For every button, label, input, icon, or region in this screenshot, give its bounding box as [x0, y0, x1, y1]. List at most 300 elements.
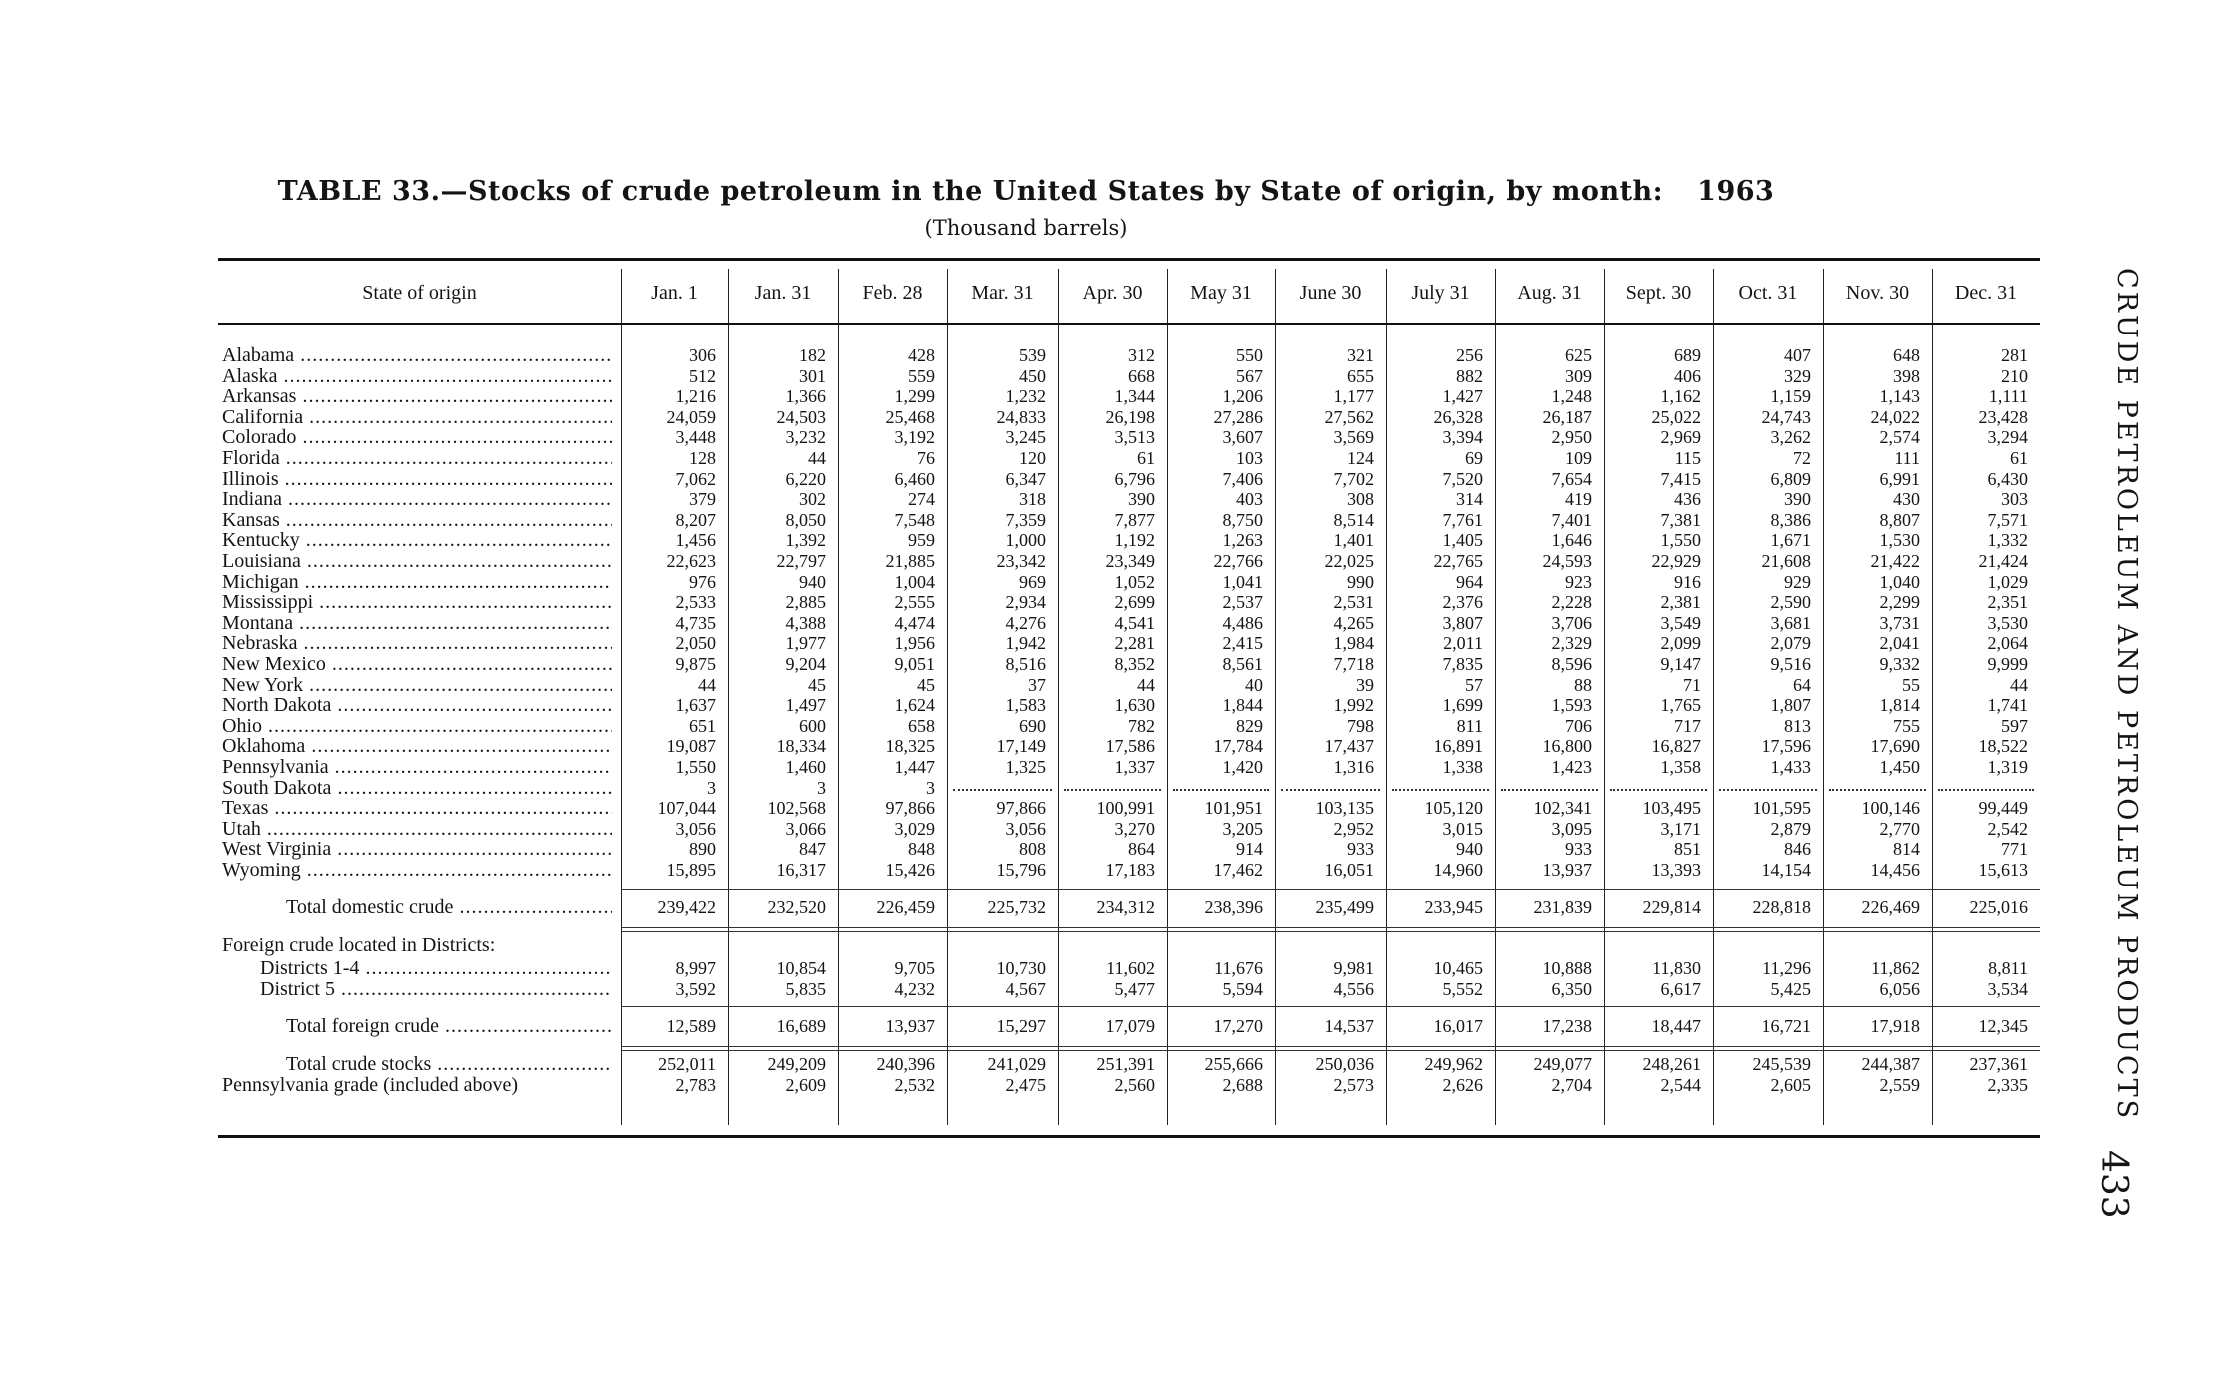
state-row-label-text: Kansas — [222, 510, 280, 531]
state-row-value: 390 — [1128, 489, 1155, 509]
state-row-value: 7,381 — [1660, 510, 1701, 530]
state-row-value: 88 — [1574, 675, 1592, 695]
state-row-value: 1,366 — [785, 386, 826, 406]
state-row-label — [222, 592, 612, 613]
state-row-label-text: Wyoming — [222, 860, 301, 881]
state-row-value: 26,187 — [1542, 407, 1592, 427]
header-month: Jan. 31 — [754, 281, 812, 304]
district-row-label-text: District 5 — [260, 979, 335, 1000]
state-row-value: 964 — [1456, 572, 1483, 592]
state-row-value: 7,401 — [1551, 510, 1592, 530]
state-row-value: 814 — [1893, 839, 1920, 859]
state-row-value: 22,765 — [1433, 551, 1483, 571]
state-row-value: 7,761 — [1442, 510, 1483, 530]
state-row-value: 717 — [1674, 716, 1701, 736]
state-row-label-text: Florida — [222, 448, 280, 469]
state-row-value: 102,341 — [1533, 798, 1592, 818]
empty-cell-dash — [1281, 789, 1380, 791]
district-row-value: 8,811 — [1988, 958, 2028, 978]
total-foreign-value: 12,589 — [666, 1016, 716, 1036]
total-domestic-value: 225,016 — [1969, 897, 2028, 917]
state-row-value: 811 — [1456, 716, 1483, 736]
state-row-value: 2,885 — [785, 592, 826, 612]
state-row-value: 17,586 — [1105, 736, 1155, 756]
state-row-label-text: Oklahoma — [222, 736, 306, 757]
state-row-value: 3,270 — [1114, 819, 1155, 839]
state-row-value: 9,204 — [785, 654, 826, 674]
state-row-value: 3,569 — [1333, 427, 1374, 447]
state-row-value: 851 — [1674, 839, 1701, 859]
state-row-value: 3,807 — [1442, 613, 1483, 633]
empty-cell-dash — [1829, 789, 1926, 791]
state-row-value: 782 — [1128, 716, 1155, 736]
state-row-label — [222, 345, 612, 366]
district-row-value: 9,705 — [894, 958, 935, 978]
state-row-value: 1,423 — [1551, 757, 1592, 777]
state-row-value: 1,646 — [1551, 530, 1592, 550]
state-row-value: 2,281 — [1114, 633, 1155, 653]
state-row-value: 97,866 — [885, 798, 935, 818]
header-rule — [218, 323, 2040, 325]
district-row-value: 6,056 — [1879, 979, 1920, 999]
state-row-value: 648 — [1893, 345, 1920, 365]
data-table — [218, 258, 2040, 1138]
district-row-value: 11,676 — [1214, 958, 1263, 978]
district-row-value: 3,534 — [1987, 979, 2028, 999]
state-row-label-text: North Dakota — [222, 695, 332, 716]
pennsylvania-grade-value: 2,688 — [1222, 1075, 1263, 1095]
state-row-value: 1,299 — [894, 386, 935, 406]
empty-cell-dash — [1173, 789, 1269, 791]
state-row-value: 1,583 — [1005, 695, 1046, 715]
state-row-label — [222, 654, 612, 675]
state-row-value: 1,630 — [1114, 695, 1155, 715]
total-domestic-value: 231,839 — [1533, 897, 1592, 917]
state-row-value: 1,624 — [894, 695, 935, 715]
state-row-value: 3,731 — [1879, 613, 1920, 633]
state-row-value: 398 — [1893, 366, 1920, 386]
total-domestic-value: 235,499 — [1315, 897, 1374, 917]
state-row-value: 24,833 — [996, 407, 1046, 427]
state-row-label — [222, 613, 612, 634]
state-row-value: 306 — [689, 345, 716, 365]
state-row-value: 13,393 — [1651, 860, 1701, 880]
total-domestic-value: 233,945 — [1424, 897, 1483, 917]
state-row-value: 813 — [1784, 716, 1811, 736]
state-row-value: 23,349 — [1105, 551, 1155, 571]
state-row-value: 3,394 — [1442, 427, 1483, 447]
state-row-value: 959 — [908, 530, 935, 550]
state-row-value: 15,426 — [885, 860, 935, 880]
district-row-value: 5,477 — [1114, 979, 1155, 999]
page-number — [2072, 1150, 2152, 1219]
empty-cell-dash — [1719, 789, 1817, 791]
state-row-value: 3,066 — [785, 819, 826, 839]
district-row-value: 4,567 — [1005, 979, 1046, 999]
state-row-value: 312 — [1128, 345, 1155, 365]
state-row-value: 22,025 — [1324, 551, 1374, 571]
state-row-value: 3 — [707, 778, 716, 798]
state-row-value: 916 — [1674, 572, 1701, 592]
state-row-value: 923 — [1565, 572, 1592, 592]
district-row-value: 10,730 — [996, 958, 1046, 978]
total-stocks-label-text: Total crude stocks — [286, 1054, 432, 1075]
state-row-value: 2,950 — [1551, 427, 1592, 447]
state-row-value: 1,671 — [1770, 530, 1811, 550]
empty-cell-dash — [1064, 789, 1161, 791]
state-row-value: 105,120 — [1424, 798, 1483, 818]
district-row-label — [260, 979, 612, 1000]
state-row-label-text: Louisiana — [222, 551, 301, 572]
state-row-value: 44 — [1137, 675, 1155, 695]
total-stocks-value: 241,029 — [987, 1054, 1046, 1074]
state-row-value: 22,766 — [1213, 551, 1263, 571]
state-row-value: 2,064 — [1987, 633, 2028, 653]
state-row-value: 26,328 — [1433, 407, 1483, 427]
state-row-value: 3,171 — [1660, 819, 1701, 839]
state-row-value: 7,718 — [1333, 654, 1374, 674]
state-row-value: 27,562 — [1324, 407, 1374, 427]
state-row-value: 6,347 — [1005, 469, 1046, 489]
state-row-value: 1,159 — [1770, 386, 1811, 406]
state-row-value: 281 — [2001, 345, 2028, 365]
state-row-value: 18,522 — [1978, 736, 2028, 756]
total-domestic-value: 238,396 — [1204, 897, 1263, 917]
district-row-value: 11,862 — [1871, 958, 1920, 978]
title-text: TABLE 33.—Stocks of crude petroleum in the United States by State of origin, by month: — [277, 176, 1664, 207]
state-row-value: 2,934 — [1005, 592, 1046, 612]
state-row-value: 45 — [917, 675, 935, 695]
double-rule — [621, 1046, 2040, 1051]
state-row-value: 1,041 — [1222, 572, 1263, 592]
total-foreign-value: 17,918 — [1870, 1016, 1920, 1036]
state-row-value: 3,232 — [785, 427, 826, 447]
pennsylvania-grade-value: 2,475 — [1005, 1075, 1046, 1095]
state-row-value: 4,486 — [1222, 613, 1263, 633]
state-row-value: 1,337 — [1114, 757, 1155, 777]
state-row-value: 64 — [1793, 675, 1811, 695]
state-row-value: 22,929 — [1651, 551, 1701, 571]
state-row-label — [222, 839, 612, 860]
state-row-value: 1,358 — [1660, 757, 1701, 777]
state-row-value: 101,951 — [1204, 798, 1263, 818]
state-row-value: 8,352 — [1114, 654, 1155, 674]
state-row-value: 1,984 — [1333, 633, 1374, 653]
state-row-label — [222, 695, 612, 716]
state-row-value: 17,183 — [1105, 860, 1155, 880]
state-row-value: 26,198 — [1105, 407, 1155, 427]
state-row-value: 309 — [1565, 366, 1592, 386]
state-row-value: 7,359 — [1005, 510, 1046, 530]
total-stocks-value: 240,396 — [876, 1054, 935, 1074]
state-row-value: 597 — [2001, 716, 2028, 736]
state-row-value: 655 — [1347, 366, 1374, 386]
state-row-value: 3,681 — [1770, 613, 1811, 633]
total-foreign-value: 13,937 — [885, 1016, 935, 1036]
state-row-value: 1,004 — [894, 572, 935, 592]
state-row-value: 406 — [1674, 366, 1701, 386]
state-row-label-text: South Dakota — [222, 778, 332, 799]
state-row-value: 61 — [1137, 448, 1155, 468]
state-row-value: 24,593 — [1542, 551, 1592, 571]
state-row-value: 419 — [1565, 489, 1592, 509]
state-row-value: 976 — [689, 572, 716, 592]
state-row-value: 1,143 — [1879, 386, 1920, 406]
state-row-value: 76 — [917, 448, 935, 468]
state-row-value: 3,015 — [1442, 819, 1483, 839]
pennsylvania-grade-value: 2,532 — [894, 1075, 935, 1095]
double-rule — [621, 927, 2040, 932]
state-row-label-text: New York — [222, 675, 304, 696]
state-row-value: 14,960 — [1433, 860, 1483, 880]
state-row-value: 8,561 — [1222, 654, 1263, 674]
state-row-value: 21,422 — [1870, 551, 1920, 571]
total-foreign-value: 18,447 — [1651, 1016, 1701, 1036]
state-row-value: 21,424 — [1978, 551, 2028, 571]
state-row-value: 22,797 — [776, 551, 826, 571]
state-row-value: 16,317 — [776, 860, 826, 880]
state-row-value: 55 — [1902, 675, 1920, 695]
total-foreign-value: 16,017 — [1433, 1016, 1483, 1036]
pennsylvania-grade-value: 2,559 — [1879, 1075, 1920, 1095]
state-row-value: 7,548 — [894, 510, 935, 530]
state-row-value: 318 — [1019, 489, 1046, 509]
state-row-value: 9,875 — [675, 654, 716, 674]
state-row-value: 1,942 — [1005, 633, 1046, 653]
state-row-value: 97,866 — [996, 798, 1046, 818]
empty-cell-dash — [1392, 789, 1489, 791]
state-row-value: 100,991 — [1096, 798, 1155, 818]
state-row-value: 2,531 — [1333, 592, 1374, 612]
state-row-value: 2,376 — [1442, 592, 1483, 612]
state-row-value: 1,332 — [1987, 530, 2028, 550]
state-row-value: 109 — [1565, 448, 1592, 468]
state-row-value: 2,879 — [1770, 819, 1811, 839]
state-row-value: 1,550 — [1660, 530, 1701, 550]
state-row-label-text: West Virginia — [222, 839, 332, 860]
state-row-value: 1,111 — [1988, 386, 2028, 406]
state-row-value: 107,044 — [657, 798, 716, 818]
empty-cell-dash — [1501, 789, 1598, 791]
district-row-label-text: Districts 1-4 — [260, 958, 360, 979]
state-row-value: 103,495 — [1642, 798, 1701, 818]
total-foreign-label-text: Total foreign crude — [286, 1016, 439, 1037]
district-row-value: 11,296 — [1762, 958, 1811, 978]
state-row-value: 436 — [1674, 489, 1701, 509]
state-row-value: 1,029 — [1987, 572, 2028, 592]
district-row-value: 4,232 — [894, 979, 935, 999]
header-month: Sept. 30 — [1625, 281, 1692, 304]
total-stocks-value: 245,539 — [1752, 1054, 1811, 1074]
state-row-value: 16,891 — [1433, 736, 1483, 756]
district-row-value: 5,835 — [785, 979, 826, 999]
table-subtitle: (Thousand barrels) — [924, 216, 1128, 240]
table-title — [0, 176, 2052, 207]
state-row-value: 2,590 — [1770, 592, 1811, 612]
total-stocks-value: 249,077 — [1533, 1054, 1592, 1074]
state-row-value: 18,334 — [776, 736, 826, 756]
state-row-value: 4,388 — [785, 613, 826, 633]
state-row-value: 1,637 — [675, 695, 716, 715]
state-row-value: 539 — [1019, 345, 1046, 365]
state-row-value: 771 — [2001, 839, 2028, 859]
state-row-value: 2,699 — [1114, 592, 1155, 612]
state-row-value: 14,154 — [1761, 860, 1811, 880]
state-row-value: 3,056 — [1005, 819, 1046, 839]
state-row-value: 25,022 — [1651, 407, 1701, 427]
state-row-value: 847 — [799, 839, 826, 859]
state-row-value: 1,325 — [1005, 757, 1046, 777]
state-row-value: 69 — [1465, 448, 1483, 468]
state-row-value: 1,177 — [1333, 386, 1374, 406]
state-row-value: 4,474 — [894, 613, 935, 633]
section-rule — [621, 1006, 2040, 1007]
state-row-value: 101,595 — [1752, 798, 1811, 818]
state-row-value: 2,381 — [1660, 592, 1701, 612]
state-row-value: 3 — [926, 778, 935, 798]
state-row-value: 3,205 — [1222, 819, 1263, 839]
district-row-value: 10,854 — [776, 958, 826, 978]
state-row-value: 2,299 — [1879, 592, 1920, 612]
state-row-value: 7,702 — [1333, 469, 1374, 489]
state-row-value: 2,969 — [1660, 427, 1701, 447]
state-row-value: 2,533 — [675, 592, 716, 612]
total-stocks-value: 249,209 — [767, 1054, 826, 1074]
state-row-value: 57 — [1465, 675, 1483, 695]
total-domestic-label-text: Total domestic crude — [286, 897, 454, 918]
state-row-value: 990 — [1347, 572, 1374, 592]
district-row-value: 5,594 — [1222, 979, 1263, 999]
state-row-value: 44 — [808, 448, 826, 468]
state-row-value: 2,079 — [1770, 633, 1811, 653]
state-row-label-text: Texas — [222, 798, 269, 819]
state-row-value: 17,596 — [1761, 736, 1811, 756]
state-row-value: 182 — [799, 345, 826, 365]
state-row-label-text: Illinois — [222, 469, 279, 490]
state-row-value: 1,497 — [785, 695, 826, 715]
state-row-value: 808 — [1019, 839, 1046, 859]
state-row-value: 3,706 — [1551, 613, 1592, 633]
state-row-value: 450 — [1019, 366, 1046, 386]
state-row-value: 2,770 — [1879, 819, 1920, 839]
state-row-value: 1,433 — [1770, 757, 1811, 777]
foreign-heading — [222, 935, 622, 956]
state-row-value: 890 — [689, 839, 716, 859]
empty-cell-dash — [1610, 789, 1707, 791]
state-row-value: 1,000 — [1005, 530, 1046, 550]
state-row-label — [222, 633, 612, 654]
header-month: May 31 — [1190, 281, 1252, 304]
pennsylvania-grade-value: 2,704 — [1551, 1075, 1592, 1095]
pennsylvania-grade-label — [222, 1075, 618, 1096]
district-row-value: 11,830 — [1652, 958, 1701, 978]
state-row-value: 3,448 — [675, 427, 716, 447]
state-row-value: 658 — [908, 716, 935, 736]
pennsylvania-grade-value: 2,626 — [1442, 1075, 1483, 1095]
total-domestic-value: 225,732 — [987, 897, 1046, 917]
state-row-value: 8,514 — [1333, 510, 1374, 530]
state-row-value: 6,796 — [1114, 469, 1155, 489]
district-row-value: 6,350 — [1551, 979, 1592, 999]
state-row-label-text: Colorado — [222, 427, 297, 448]
state-row-value: 111 — [1894, 448, 1920, 468]
state-row-value: 1,420 — [1222, 757, 1263, 777]
state-row-value: 27,286 — [1213, 407, 1263, 427]
total-stocks-value: 252,011 — [658, 1054, 716, 1074]
state-row-value: 124 — [1347, 448, 1374, 468]
state-row-value: 8,386 — [1770, 510, 1811, 530]
empty-cell-dash — [1938, 789, 2034, 791]
state-row-value: 9,051 — [894, 654, 935, 674]
state-row-value: 9,999 — [1987, 654, 2028, 674]
state-row-value: 4,276 — [1005, 613, 1046, 633]
pennsylvania-grade-value: 2,335 — [1987, 1075, 2028, 1095]
state-row-label-text: Ohio — [222, 716, 262, 737]
total-foreign-value: 17,079 — [1105, 1016, 1155, 1036]
state-row-value: 8,207 — [675, 510, 716, 530]
state-row-value: 321 — [1347, 345, 1374, 365]
state-row-value: 21,608 — [1761, 551, 1811, 571]
state-row-value: 8,050 — [785, 510, 826, 530]
state-row-value: 15,895 — [666, 860, 716, 880]
state-row-value: 559 — [908, 366, 935, 386]
state-row-value: 798 — [1347, 716, 1374, 736]
state-row-value: 25,468 — [885, 407, 935, 427]
state-row-value: 1,992 — [1333, 695, 1374, 715]
state-row-label-text: Mississippi — [222, 592, 314, 613]
state-row-value: 3,095 — [1551, 819, 1592, 839]
state-row-value: 17,690 — [1870, 736, 1920, 756]
total-domestic-value: 226,459 — [876, 897, 935, 917]
state-row-value: 651 — [689, 716, 716, 736]
state-row-value: 1,844 — [1222, 695, 1263, 715]
header-month: Apr. 30 — [1082, 281, 1143, 304]
state-row-value: 23,428 — [1978, 407, 2028, 427]
state-row-value: 3,513 — [1114, 427, 1155, 447]
state-row-value: 2,228 — [1551, 592, 1592, 612]
state-row-value: 61 — [2010, 448, 2028, 468]
state-row-label — [222, 716, 612, 737]
state-row-label — [222, 675, 612, 696]
total-domestic-value: 226,469 — [1861, 897, 1920, 917]
state-row-value: 13,937 — [1542, 860, 1592, 880]
header-month: Jan. 1 — [651, 281, 698, 304]
state-row-value: 2,011 — [1443, 633, 1483, 653]
state-row-value: 1,741 — [1987, 695, 2028, 715]
state-row-value: 755 — [1893, 716, 1920, 736]
state-row-value: 24,743 — [1761, 407, 1811, 427]
state-row-value: 100,146 — [1861, 798, 1920, 818]
state-row-value: 9,332 — [1879, 654, 1920, 674]
state-row-value: 7,654 — [1551, 469, 1592, 489]
state-row-label — [222, 407, 612, 428]
state-row-value: 9,516 — [1770, 654, 1811, 674]
foreign-heading-text: Foreign crude located in Districts: — [222, 935, 496, 956]
state-row-value: 314 — [1456, 489, 1483, 509]
state-row-value: 21,885 — [885, 551, 935, 571]
state-row-value: 428 — [908, 345, 935, 365]
state-row-value: 302 — [799, 489, 826, 509]
state-row-value: 1,316 — [1333, 757, 1374, 777]
state-row-label — [222, 819, 612, 840]
state-row-value: 3,262 — [1770, 427, 1811, 447]
state-row-label — [222, 510, 612, 531]
total-foreign-value: 15,297 — [996, 1016, 1046, 1036]
state-row-value: 933 — [1565, 839, 1592, 859]
state-row-value: 14,456 — [1870, 860, 1920, 880]
state-row-value: 512 — [689, 366, 716, 386]
state-row-value: 829 — [1236, 716, 1263, 736]
